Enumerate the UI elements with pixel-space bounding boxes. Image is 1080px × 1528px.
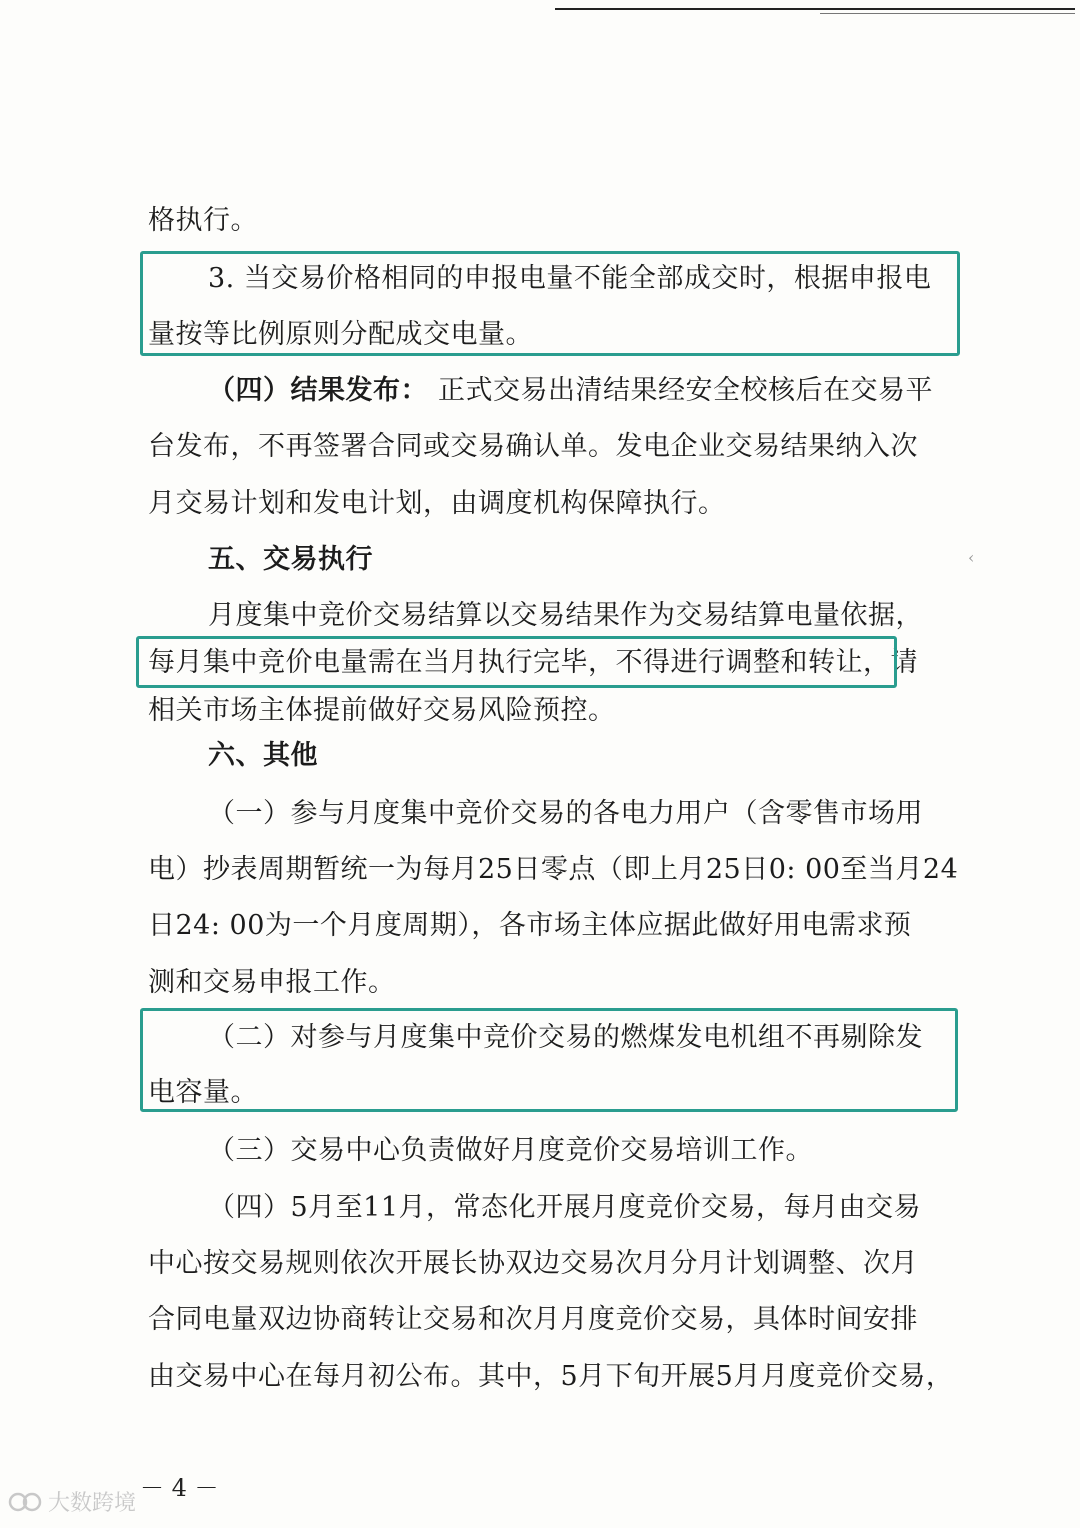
text-line: 格执行。 [148,205,258,236]
text-line: 月交易计划和发电计划，由调度机构保障执行。 [148,488,726,519]
text-line: 每月集中竞价电量需在当月执行完毕，不得进行调整和转让，请 [148,647,918,678]
highlight-box [140,251,960,356]
text-line: 日24: 00为一个月度周期），各市场主体应据此做好用电需求预 [148,910,912,941]
text-line: 测和交易申报工作。 [148,967,396,998]
text-line: 由交易中心在每月初公布。其中，5月下旬开展5月月度竞价交易， [148,1361,954,1392]
text-line: （二）对参与月度集中竞价交易的燃煤发电机组不再剔除发 [208,1022,923,1053]
text-line: （一）参与月度集中竞价交易的各电力用户（含零售市场用 [208,798,923,829]
highlight-box [140,1008,958,1112]
watermark-logo-icon [8,1490,44,1514]
text-line: 正式交易出清结果经安全校核后在交易平 [438,375,933,406]
text-line: 3. 当交易价格相同的申报电量不能全部成交时，根据申报电 [208,263,932,294]
page-number: － 4 － [140,1474,219,1502]
text-line: 量按等比例原则分配成交电量。 [148,319,533,350]
text-line: （三）交易中心负责做好月度竞价交易培训工作。 [208,1135,813,1166]
scan-speck: ‹ [968,548,975,567]
text-line: （四）5月至11月，常态化开展月度竞价交易，每月由交易 [208,1192,922,1223]
subsection-heading: （四）结果发布： [208,375,428,406]
top-edge-rule-secondary [820,13,1075,14]
text-line: 相关市场主体提前做好交易风险预控。 [148,695,616,726]
watermark [8,1486,136,1517]
section-heading: 六、其他 [208,740,318,771]
section-heading: 五、交易执行 [208,544,373,575]
watermark-text: 大数跨境 [48,1491,137,1516]
text-line: 电容量。 [148,1077,258,1108]
text-line: 中心按交易规则依次开展长协双边交易次月分月计划调整、次月 [148,1248,918,1279]
text-line: 合同电量双边协商转让交易和次月月度竞价交易，具体时间安排 [148,1304,918,1335]
highlight-box [136,636,897,688]
top-edge-rule [555,8,1075,10]
text-line: 月度集中竞价交易结算以交易结果作为交易结算电量依据， [208,600,923,631]
text-line: 台发布，不再签署合同或交易确认单。发电企业交易结果纳入次 [148,431,918,462]
text-line: 电）抄表周期暂统一为每月25日零点（即上月25日0: 00至当月24 [148,854,959,885]
